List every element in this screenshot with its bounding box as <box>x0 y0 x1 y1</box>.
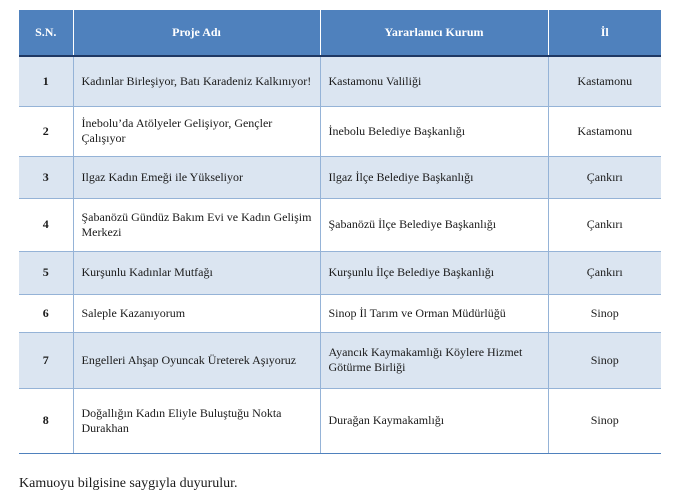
row-institution: Kurşunlu İlçe Belediye Başkanlığı <box>320 251 548 294</box>
row-project-name: Kadınlar Birleşiyor, Batı Karadeniz Kalkınıyor! <box>73 56 320 106</box>
table-row <box>19 56 661 106</box>
table-row <box>19 294 661 332</box>
row-sn: 7 <box>19 332 73 388</box>
row-sn: 3 <box>19 156 73 198</box>
table-row <box>19 198 661 251</box>
row-project-name: İnebolu’da Atölyeler Gelişiyor, Gençler Çalışıyor <box>73 106 320 156</box>
row-sn: 5 <box>19 251 73 294</box>
row-sn: 6 <box>19 294 73 332</box>
row-sn: 2 <box>19 106 73 156</box>
row-project-name: Kurşunlu Kadınlar Mutfağı <box>73 251 320 294</box>
table-header <box>19 10 661 56</box>
header-sn: S.N. <box>19 10 73 56</box>
table-row <box>19 388 661 453</box>
projects-table <box>19 10 661 454</box>
row-institution: Ayancık Kaymakamlığı Köylere Hizmet Götürme Birliği <box>320 332 548 388</box>
row-project-name: Saleple Kazanıyorum <box>73 294 320 332</box>
row-city: Sinop <box>548 294 661 332</box>
row-project-name: Şabanözü Gündüz Bakım Evi ve Kadın Gelişim Merkezi <box>73 198 320 251</box>
row-institution: Şabanözü İlçe Belediye Başkanlığı <box>320 198 548 251</box>
row-city: Çankırı <box>548 251 661 294</box>
row-city: Çankırı <box>548 198 661 251</box>
header-project-name: Proje Adı <box>73 10 320 56</box>
row-city: Sinop <box>548 388 661 453</box>
row-institution: Sinop İl Tarım ve Orman Müdürlüğü <box>320 294 548 332</box>
footer-note: Kamuoyu bilgisine saygıyla duyurulur. <box>19 476 238 491</box>
row-sn: 1 <box>19 56 73 106</box>
row-project-name: Doğallığın Kadın Eliyle Buluştuğu Nokta Durakhan <box>73 388 320 453</box>
table-row <box>19 106 661 156</box>
row-project-name: Ilgaz Kadın Emeği ile Yükseliyor <box>73 156 320 198</box>
table-row <box>19 332 661 388</box>
row-sn: 8 <box>19 388 73 453</box>
row-institution: Ilgaz İlçe Belediye Başkanlığı <box>320 156 548 198</box>
table-row <box>19 251 661 294</box>
row-project-name: Engelleri Ahşap Oyuncak Üreterek Aşıyoruz <box>73 332 320 388</box>
header-city: İl <box>548 10 661 56</box>
row-city: Sinop <box>548 332 661 388</box>
table-body <box>19 56 661 453</box>
header-beneficiary-institution: Yararlanıcı Kurum <box>320 10 548 56</box>
row-institution: İnebolu Belediye Başkanlığı <box>320 106 548 156</box>
row-city: Kastamonu <box>548 56 661 106</box>
row-city: Kastamonu <box>548 106 661 156</box>
row-institution: Kastamonu Valiliği <box>320 56 548 106</box>
row-city: Çankırı <box>548 156 661 198</box>
row-sn: 4 <box>19 198 73 251</box>
row-institution: Durağan Kaymakamlığı <box>320 388 548 453</box>
table-row <box>19 156 661 198</box>
header-row <box>19 10 661 56</box>
